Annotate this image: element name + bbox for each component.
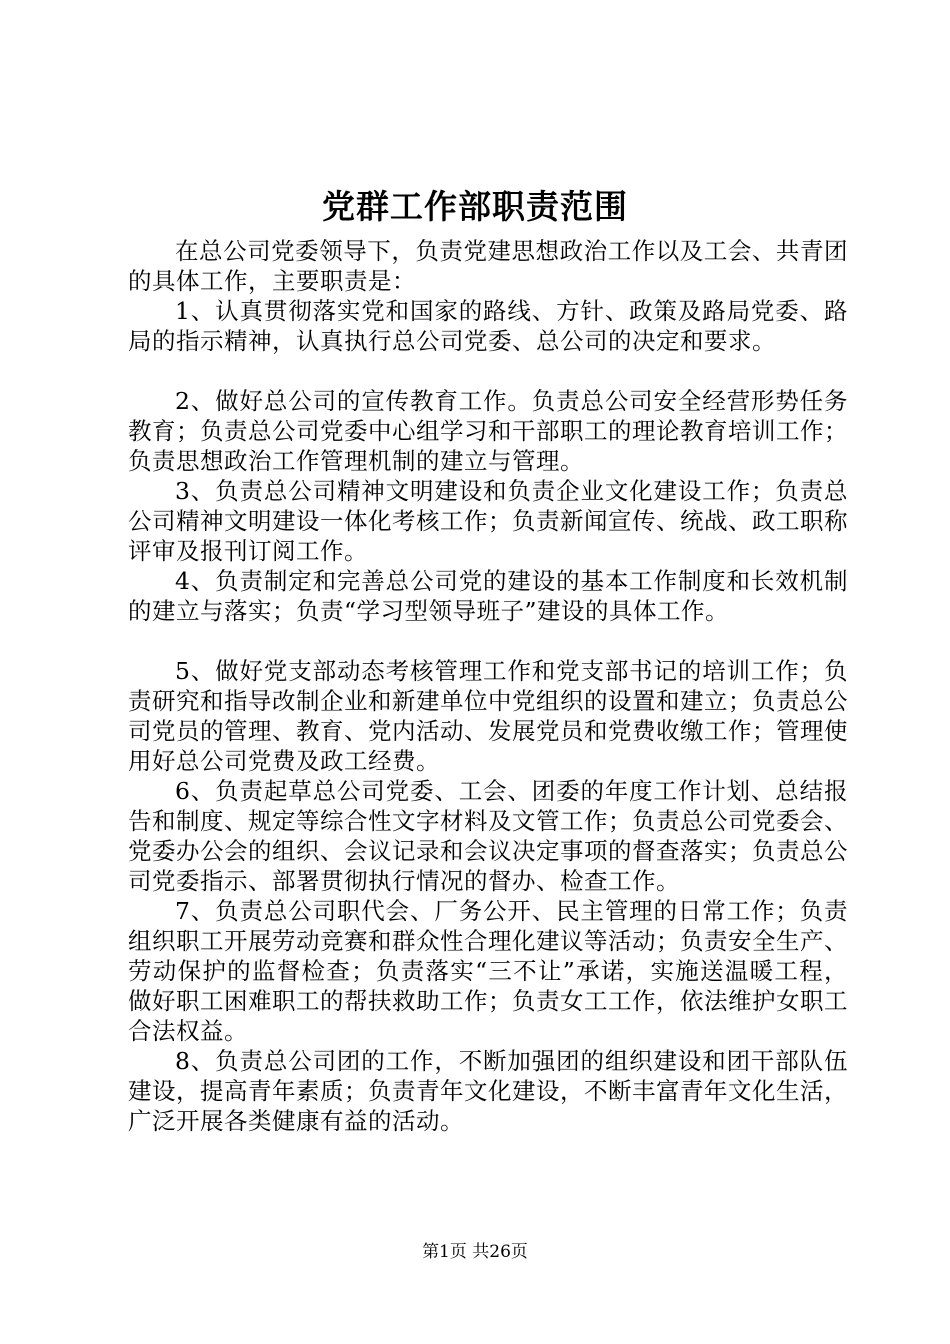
paragraph-intro: 在总公司党委领导下，负责党建思想政治工作以及工会、共青团的具体工作，主要职责是： bbox=[128, 237, 848, 295]
page-footer: 第1页 共26页 bbox=[422, 1242, 528, 1262]
paragraph-item-3: 3、负责总公司精神文明建设和负责企业文化建设工作；负责总公司精神文明建设一体化考核工作；负责新闻宣传、统战、政工职称评审及报刊订阅工作。 bbox=[128, 477, 848, 565]
page-title: 党群工作部职责范围 bbox=[322, 187, 628, 226]
paragraph-item-8: 8、负责总公司团的工作，不断加强团的组织建设和团干部队伍建设，提高青年素质；负责青年文化建设，不断丰富青年文化生活，广泛开展各类健康有益的活动。 bbox=[128, 1047, 848, 1135]
paragraph-item-6: 6、负责起草总公司党委、工会、团委的年度工作计划、总结报告和制度、规定等综合性文字材料及文管工作；负责总公司党委会、党委办公会的组织、会议记录和会议决定事项的督查落实；负责总公司党委指示、部署贯彻执行情况的督办、检查工作。 bbox=[128, 777, 848, 895]
paragraph-item-4: 4、负责制定和完善总公司党的建设的基本工作制度和长效机制的建立与落实；负责“学习型领导班子”建设的具体工作。 bbox=[128, 567, 848, 625]
paragraph-item-5: 5、做好党支部动态考核管理工作和党支部书记的培训工作；负责研究和指导改制企业和新建单位中党组织的设置和建立；负责总公司党员的管理、教育、党内活动、发展党员和党费收缴工作；管理使用好总公司党费及政工经费。 bbox=[128, 657, 848, 775]
paragraph-item-2: 2、做好总公司的宣传教育工作。负责总公司安全经营形势任务教育；负责总公司党委中心组学习和干部职工的理论教育培训工作；负责思想政治工作管理机制的建立与管理。 bbox=[128, 387, 848, 475]
document-body bbox=[128, 236, 848, 1136]
paragraph-item-7: 7、负责总公司职代会、厂务公开、民主管理的日常工作；负责组织职工开展劳动竞赛和群众性合理化建议等活动；负责安全生产、劳动保护的监督检查；负责落实“三不让”承诺，实施送温暖工程，做好职工困难职工的帮扶救助工作；负责女工工作，依法维护女职工合法权益。 bbox=[128, 897, 848, 1045]
paragraph-item-1: 1、认真贯彻落实党和国家的路线、方针、政策及路局党委、路局的指示精神，认真执行总公司党委、总公司的决定和要求。 bbox=[128, 297, 848, 355]
